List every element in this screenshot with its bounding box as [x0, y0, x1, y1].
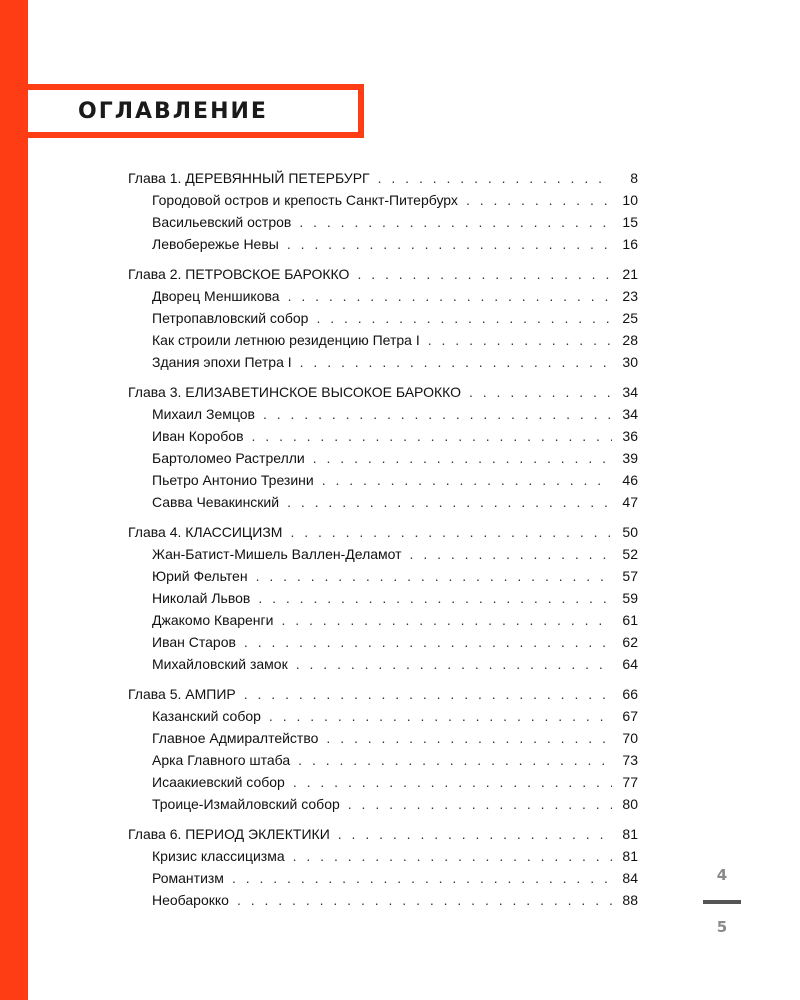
toc-section-entry[interactable]	[128, 587, 638, 609]
toc-section-entry-page-number: 81	[622, 848, 638, 864]
page-number-left: 4	[716, 866, 728, 884]
toc-section-entry-page-number: 46	[622, 472, 638, 488]
toc-section-entry-label: Пьетро Антонио Трезини	[152, 472, 314, 488]
toc-chapter-entry-page-number: 50	[622, 524, 638, 540]
table-of-contents	[128, 167, 638, 919]
dot-leader	[237, 889, 612, 911]
dot-leader	[288, 285, 612, 307]
toc-section-entry-label: Юрий Фельтен	[152, 568, 248, 584]
toc-chapter-entry-label: Глава 3. ЕЛИЗАВЕТИНСКОЕ ВЫСОКОЕ БАРОККО	[128, 384, 461, 400]
toc-section-entry[interactable]	[128, 233, 638, 255]
dot-leader	[232, 867, 612, 889]
toc-section-entry[interactable]	[128, 211, 638, 233]
toc-section-entry-page-number: 73	[622, 752, 638, 768]
dot-leader	[258, 587, 612, 609]
dot-leader	[428, 329, 612, 351]
page-number-right: 5	[716, 918, 728, 936]
dot-leader	[263, 403, 612, 425]
toc-section-entry[interactable]	[128, 793, 638, 815]
toc-chapter-entry-label: Глава 6. ПЕРИОД ЭКЛЕКТИКИ	[128, 826, 330, 842]
toc-section-entry-page-number: 28	[622, 332, 638, 348]
toc-section-entry-label: Петропавловский собор	[152, 310, 309, 326]
toc-section-entry-page-number: 64	[622, 656, 638, 672]
toc-section-entry-label: Необарокко	[152, 892, 229, 908]
toc-chapter-entry-label: Глава 1. ДЕРЕВЯННЫЙ ПЕТЕРБУРГ	[128, 170, 370, 186]
toc-chapter-entry[interactable]	[128, 521, 638, 543]
toc-section-entry[interactable]	[128, 285, 638, 307]
toc-section-entry[interactable]	[128, 653, 638, 675]
toc-section-entry-page-number: 88	[622, 892, 638, 908]
toc-chapter-entry[interactable]	[128, 381, 638, 403]
dot-leader	[281, 609, 612, 631]
toc-section-entry[interactable]	[128, 565, 638, 587]
toc-section-entry-label: Арка Главного штаба	[152, 752, 291, 768]
dot-leader	[348, 793, 612, 815]
toc-section-entry-page-number: 16	[622, 236, 638, 252]
toc-section-entry-page-number: 34	[622, 406, 638, 422]
dot-leader	[256, 565, 612, 587]
toc-chapter-entry[interactable]	[128, 823, 638, 845]
dot-leader	[410, 543, 612, 565]
chapter-block	[128, 263, 638, 373]
dot-leader	[293, 845, 612, 867]
toc-section-entry[interactable]	[128, 889, 638, 911]
toc-section-entry-label: Главное Адмиралтейство	[152, 730, 319, 746]
page-number-divider	[703, 900, 741, 904]
dot-leader	[287, 491, 612, 513]
toc-section-entry-page-number: 39	[622, 450, 638, 466]
dot-leader	[322, 469, 612, 491]
chapter-block	[128, 823, 638, 911]
toc-section-entry-page-number: 84	[622, 870, 638, 886]
page-title: ОГЛАВЛЕНИЕ	[78, 99, 268, 124]
toc-section-entry-label: Городовой остров и крепость Санкт-Питербурх	[152, 192, 458, 208]
toc-section-entry[interactable]	[128, 771, 638, 793]
toc-section-entry-page-number: 59	[622, 590, 638, 606]
toc-section-entry-page-number: 25	[622, 310, 638, 326]
toc-section-entry-label: Троице-Измайловский собор	[152, 796, 340, 812]
toc-section-entry-label: Михайловский замок	[152, 656, 288, 672]
toc-section-entry[interactable]	[128, 727, 638, 749]
dot-leader	[293, 771, 612, 793]
dot-leader	[290, 521, 612, 543]
dot-leader	[299, 211, 612, 233]
chapter-block	[128, 381, 638, 513]
toc-chapter-entry[interactable]	[128, 683, 638, 705]
toc-section-entry-label: Романтизм	[152, 870, 224, 886]
toc-chapter-entry-page-number: 8	[630, 170, 638, 186]
toc-chapter-entry-page-number: 66	[622, 686, 638, 702]
toc-section-entry-page-number: 36	[622, 428, 638, 444]
toc-section-entry-label: Савва Чевакинский	[152, 494, 280, 510]
toc-chapter-entry-page-number: 34	[622, 384, 638, 400]
toc-section-entry-page-number: 57	[622, 568, 638, 584]
dot-leader	[244, 631, 612, 653]
dot-leader	[269, 705, 612, 727]
toc-section-entry-label: Михаил Земцов	[152, 406, 255, 422]
dot-leader	[313, 447, 612, 469]
toc-section-entry-label: Как строили летнюю резиденцию Петра I	[152, 332, 420, 348]
chapter-block	[128, 683, 638, 815]
toc-section-entry[interactable]	[128, 189, 638, 211]
dot-leader	[298, 749, 612, 771]
toc-chapter-entry-page-number: 21	[622, 266, 638, 282]
toc-section-entry[interactable]	[128, 705, 638, 727]
chapter-block	[128, 167, 638, 255]
dot-leader	[357, 263, 612, 285]
dot-leader	[316, 307, 612, 329]
toc-chapter-entry-label: Глава 5. АМПИР	[128, 686, 236, 702]
toc-section-entry[interactable]	[128, 609, 638, 631]
toc-section-entry-page-number: 30	[622, 354, 638, 370]
dot-leader	[244, 683, 612, 705]
toc-section-entry[interactable]	[128, 631, 638, 653]
toc-section-entry[interactable]	[128, 845, 638, 867]
toc-section-entry-page-number: 10	[622, 192, 638, 208]
toc-section-entry-label: Дворец Меншикова	[152, 288, 280, 304]
toc-section-entry-label: Кризис классицизма	[152, 848, 285, 864]
toc-section-entry-label: Джакомо Кваренги	[152, 612, 274, 628]
toc-section-entry[interactable]	[128, 447, 638, 469]
toc-section-entry-page-number: 52	[622, 546, 638, 562]
dot-leader	[378, 167, 612, 189]
title-frame	[28, 84, 364, 138]
dot-leader	[300, 351, 612, 373]
toc-section-entry-label: Исаакиевский собор	[152, 774, 285, 790]
toc-section-entry-label: Иван Старов	[152, 634, 236, 650]
toc-section-entry-label: Казанский собор	[152, 708, 261, 724]
toc-section-entry[interactable]	[128, 543, 638, 565]
toc-section-entry[interactable]	[128, 749, 638, 771]
toc-section-entry[interactable]	[128, 425, 638, 447]
toc-section-entry-label: Николай Львов	[152, 590, 251, 606]
dot-leader	[338, 823, 612, 845]
dot-leader	[469, 381, 612, 403]
toc-section-entry[interactable]	[128, 307, 638, 329]
toc-section-entry[interactable]	[128, 403, 638, 425]
red-edge-strip	[0, 0, 28, 1000]
dot-leader	[466, 189, 612, 211]
toc-section-entry[interactable]	[128, 351, 638, 373]
toc-section-entry-label: Здания эпохи Петра I	[152, 354, 292, 370]
toc-section-entry-label: Левобережье Невы	[152, 236, 279, 252]
toc-section-entry[interactable]	[128, 867, 638, 889]
dot-leader	[252, 425, 612, 447]
toc-section-entry-page-number: 47	[622, 494, 638, 510]
toc-section-entry[interactable]	[128, 469, 638, 491]
chapter-block	[128, 521, 638, 675]
toc-chapter-entry-page-number: 81	[622, 826, 638, 842]
toc-section-entry-label: Иван Коробов	[152, 428, 244, 444]
toc-section-entry-page-number: 23	[622, 288, 638, 304]
toc-chapter-entry[interactable]	[128, 167, 638, 189]
toc-section-entry-page-number: 77	[622, 774, 638, 790]
toc-section-entry-label: Бартоломео Растрелли	[152, 450, 305, 466]
toc-section-entry[interactable]	[128, 329, 638, 351]
toc-chapter-entry-label: Глава 2. ПЕТРОВСКОЕ БАРОККО	[128, 266, 350, 282]
toc-section-entry-page-number: 62	[622, 634, 638, 650]
toc-section-entry-page-number: 70	[622, 730, 638, 746]
toc-section-entry-page-number: 67	[622, 708, 638, 724]
toc-section-entry[interactable]	[128, 491, 638, 513]
toc-chapter-entry-label: Глава 4. КЛАССИЦИЗМ	[128, 524, 283, 540]
toc-chapter-entry[interactable]	[128, 263, 638, 285]
dot-leader	[287, 233, 612, 255]
toc-section-entry-label: Васильевский остров	[152, 214, 292, 230]
toc-section-entry-label: Жан-Батист-Мишель Валлен-Деламот	[152, 546, 402, 562]
toc-section-entry-page-number: 80	[622, 796, 638, 812]
toc-section-entry-page-number: 15	[622, 214, 638, 230]
dot-leader	[326, 727, 612, 749]
dot-leader	[296, 653, 612, 675]
toc-section-entry-page-number: 61	[622, 612, 638, 628]
